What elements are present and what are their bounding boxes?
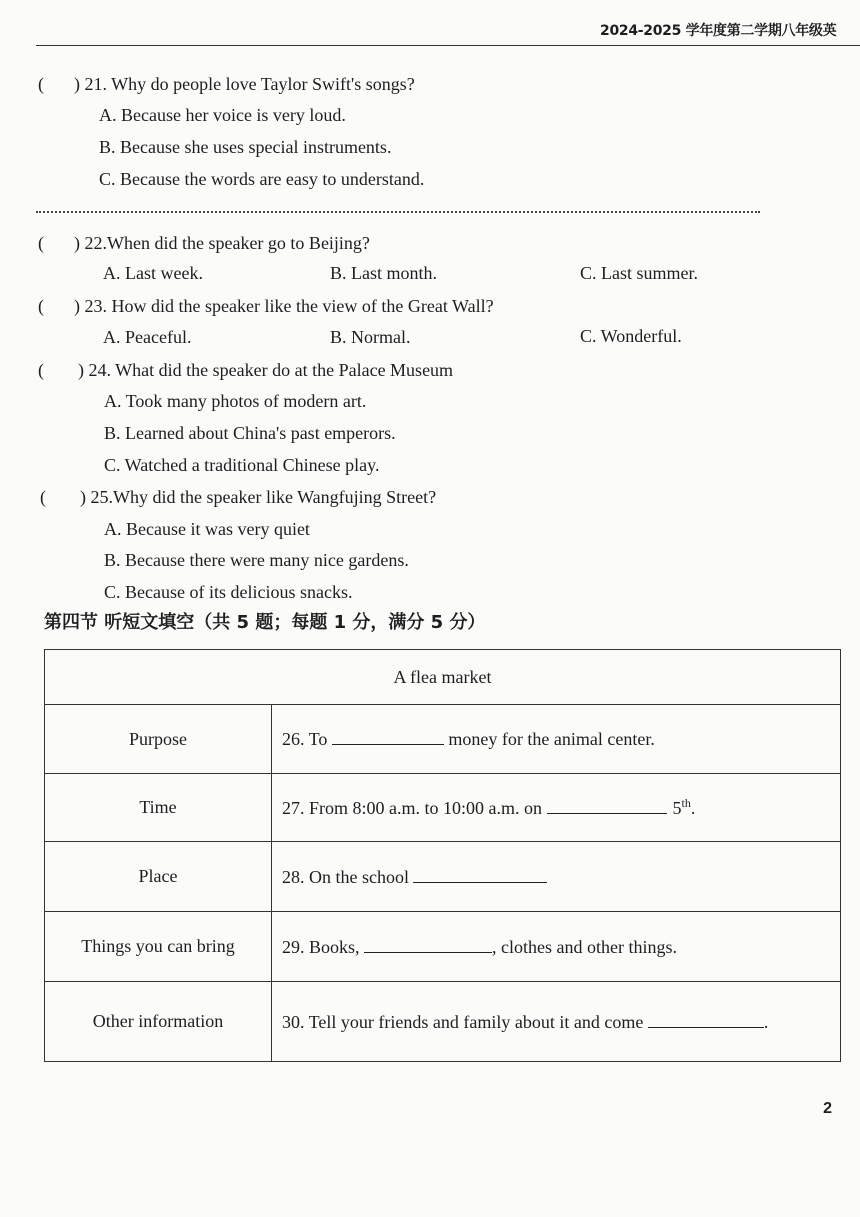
row-label-other: Other information [45, 982, 272, 1062]
question-23-option-c: C. Wonderful. [580, 326, 682, 346]
row-text: 27. From 8:00 a.m. to 10:00 a.m. on [282, 798, 547, 818]
blank-30 [648, 1011, 764, 1028]
row-text: 28. On the school [282, 866, 414, 887]
question-22-option-a: A. Last week. [103, 263, 203, 283]
question-23-option-b: B. Normal. [330, 327, 411, 347]
blank-27 [547, 797, 667, 814]
row-content-purpose [272, 705, 841, 774]
blank-29 [364, 936, 492, 953]
question-25-option-c: C. Because of its delicious snacks. [104, 582, 353, 602]
page-number: 2 [823, 1100, 832, 1117]
superscript-th: th [681, 796, 691, 810]
row-text: 30. Tell your friends and family about it and come [282, 1011, 648, 1032]
answer-paren: ( [38, 233, 44, 253]
question-24-option-a: A. Took many photos of modern art. [104, 391, 367, 411]
question-25-option-b: B. Because there were many nice gardens. [104, 550, 409, 570]
row-label-time: Time [45, 774, 272, 842]
row-text: . [690, 798, 696, 818]
answer-paren: ( [38, 74, 44, 94]
question-25-option-a: A. Because it was very quiet [104, 519, 310, 539]
answer-paren: ( [38, 296, 44, 316]
row-content-time [272, 774, 841, 842]
question-22-option-c: C. Last summer. [580, 263, 698, 283]
row-content-things [272, 912, 841, 982]
row-label-place: Place [45, 842, 272, 912]
question-22-stem: ) 22.When did the speaker go to Beijing? [74, 233, 370, 253]
row-label-purpose: Purpose [45, 705, 272, 774]
row-label-things: Things you can bring [45, 912, 272, 982]
flea-market-table [44, 649, 841, 1062]
dotted-separator [36, 211, 760, 213]
question-21-option-a: A. Because her voice is very loud. [99, 105, 346, 125]
answer-paren: ( [38, 360, 44, 380]
question-24-option-c: C. Watched a traditional Chinese play. [104, 455, 380, 475]
row-content-place [272, 842, 841, 912]
question-21-option-b: B. Because she uses special instruments. [99, 137, 392, 157]
section-title: 第四节 听短文填空（共 5 题；每题 1 分，满分 5 分） [44, 612, 486, 633]
question-21-stem: ) 21. Why do people love Taylor Swift's songs? [74, 74, 415, 94]
table-title: A flea market [45, 650, 841, 705]
header-text: 2024-2025 学年度第二学期八年级英 [600, 23, 837, 39]
blank-26 [332, 728, 444, 745]
row-text: 26. To [282, 729, 332, 749]
row-text: 29. Books, [282, 936, 365, 957]
row-content-other [272, 982, 841, 1062]
row-text: 5 [672, 798, 682, 818]
row-text: . [763, 1011, 769, 1032]
question-23-option-a: A. Peaceful. [103, 327, 192, 347]
row-text: , clothes and other things. [492, 936, 677, 957]
answer-paren: ( [40, 487, 46, 507]
question-22-option-b: B. Last month. [330, 263, 437, 283]
question-24-stem: ) 24. What did the speaker do at the Palace Museum [78, 360, 454, 380]
blank-28 [413, 866, 547, 883]
question-24-option-b: B. Learned about China's past emperors. [104, 423, 396, 443]
question-21-option-c: C. Because the words are easy to understand. [99, 169, 425, 189]
question-25-stem: ) 25.Why did the speaker like Wangfujing Street? [80, 487, 437, 507]
row-text: money for the animal center. [443, 729, 655, 749]
header-rule [36, 45, 860, 46]
question-23-stem: ) 23. How did the speaker like the view of the Great Wall? [74, 296, 494, 316]
